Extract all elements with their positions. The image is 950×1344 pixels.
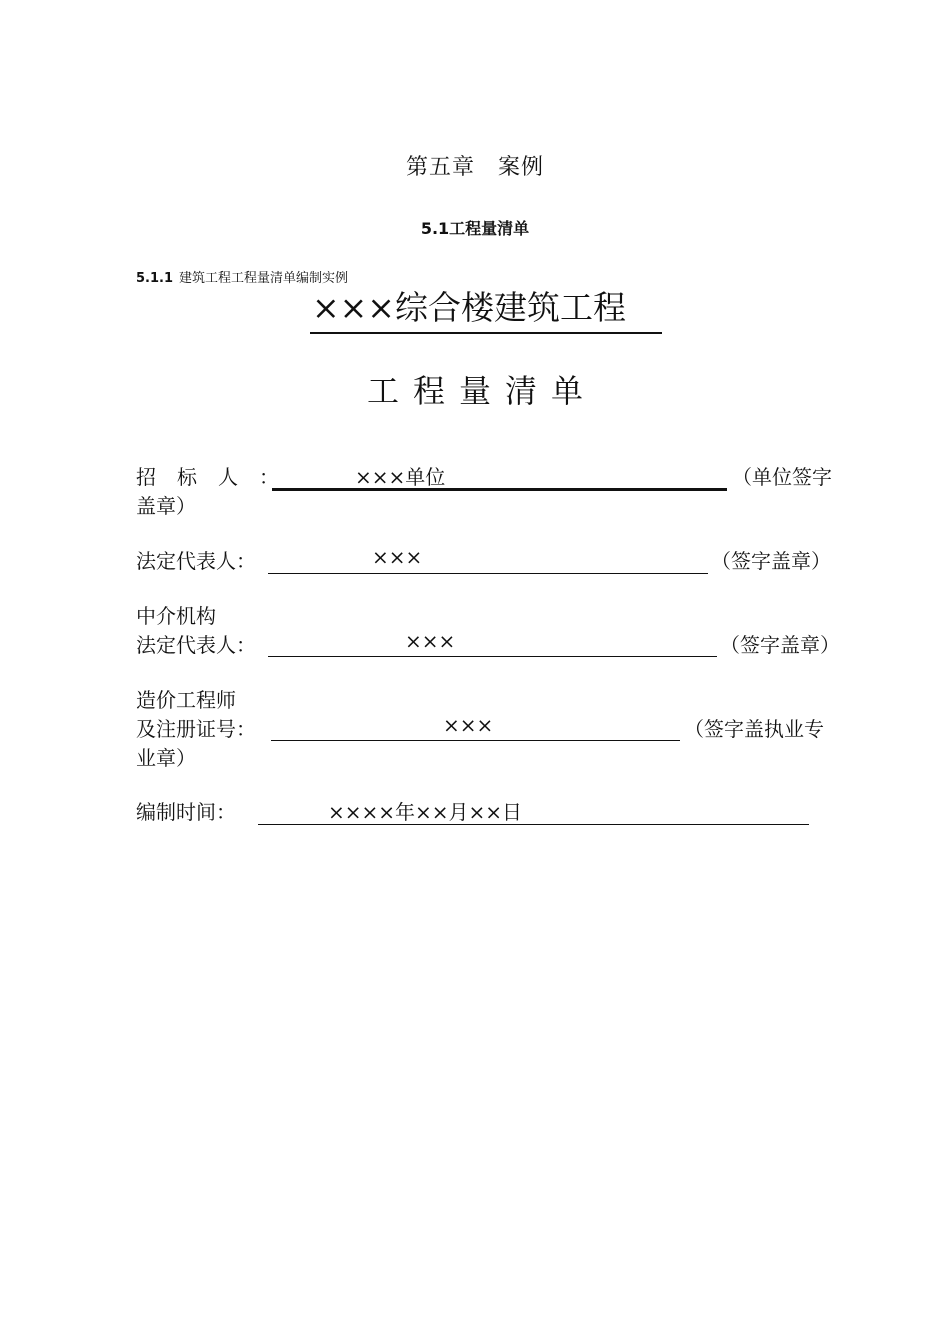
legal-rep-signature-line	[268, 573, 708, 574]
cost-engineer-value: ×××	[443, 713, 494, 737]
cost-engineer-label-line2: 及注册证号：	[136, 717, 256, 741]
cost-engineer-suffix-line1: （签字盖执业专	[684, 717, 824, 741]
section-title: 5.1工程量清单	[420, 219, 530, 238]
subsection-number: 5.1.1	[136, 271, 174, 286]
cost-engineer-suffix-line2: 业章）	[136, 746, 196, 770]
agency-value: ×××	[405, 629, 456, 653]
tenderer-value: ×××单位	[355, 465, 446, 489]
tenderer-suffix-line2: 盖章）	[136, 494, 196, 518]
agency-label-line1: 中介机构	[136, 604, 216, 628]
agency-suffix: （签字盖章）	[720, 633, 840, 657]
legal-rep-value: ×××	[372, 545, 423, 569]
legal-rep-suffix: （签字盖章）	[711, 549, 831, 573]
legal-rep-label: 法定代表人：	[136, 549, 256, 573]
date-line	[258, 824, 809, 825]
date-value: ××××年××月××日	[328, 800, 523, 824]
chapter-title: 第五章 案例	[405, 155, 544, 180]
cost-engineer-signature-line	[271, 740, 680, 741]
cost-engineer-label-line1: 造价工程师	[136, 688, 236, 712]
subsection-title: 建筑工程工程量清单编制实例	[179, 271, 349, 286]
document-title: 工程量清单	[366, 372, 597, 410]
tenderer-label: 招标人：	[136, 465, 300, 489]
project-title-underline	[310, 332, 662, 334]
tenderer-suffix-line1: （单位签字	[732, 465, 832, 489]
agency-signature-line	[268, 656, 717, 657]
agency-label-line2: 法定代表人：	[136, 633, 256, 657]
project-title: ×××综合楼建筑工程	[312, 288, 626, 327]
tenderer-signature-line	[272, 488, 727, 491]
date-label: 编制时间：	[136, 800, 236, 824]
